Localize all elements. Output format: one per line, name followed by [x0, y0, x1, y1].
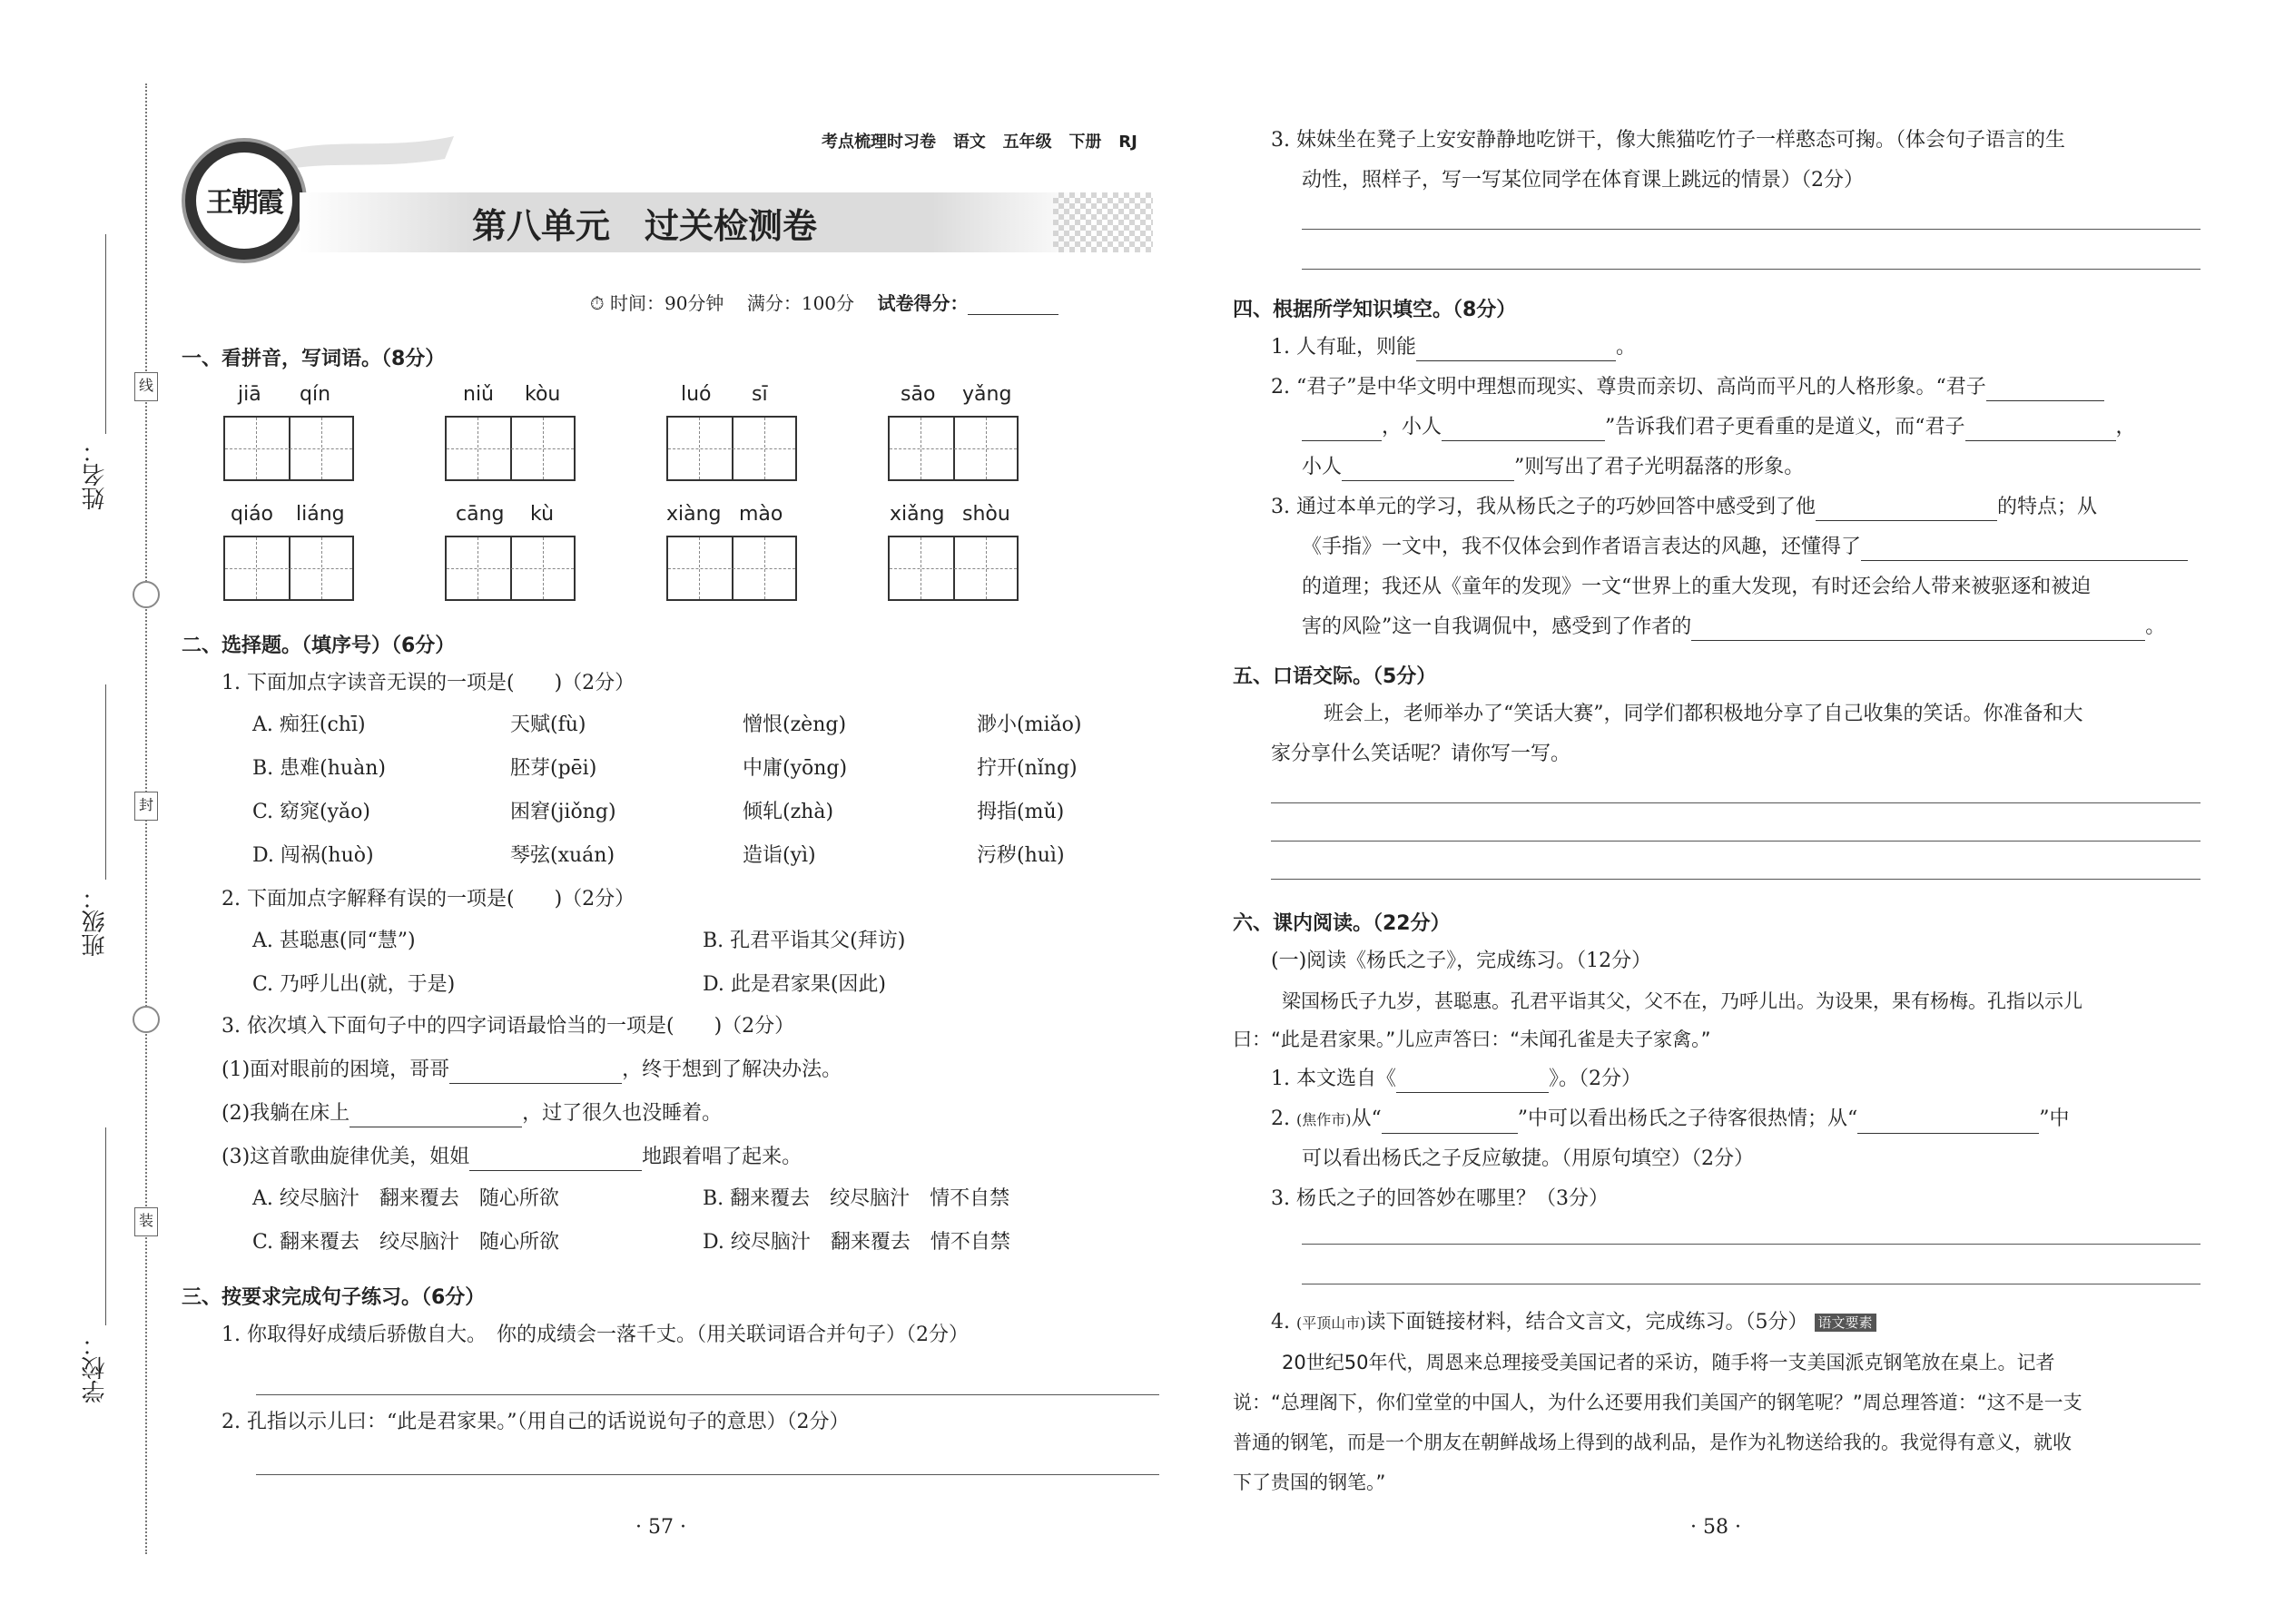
- fill-sentence: 1. 本文选自《 》。（2分）: [1271, 1066, 1641, 1093]
- fill-sentence: 1. 人有耻，则能 。: [1271, 334, 1636, 361]
- passage: 普通的钢笔，而是一个朋友在朝鲜战场上得到的战利品，是作为礼物送给我的。我觉得有意义，就收: [1233, 1432, 2072, 1453]
- option: 污秽(huì): [977, 844, 1065, 867]
- blank[interactable]: [350, 1107, 522, 1127]
- school-label: 学校：: [82, 1333, 109, 1403]
- region-tag: (平顶山市): [1296, 1314, 1366, 1332]
- fill-sentence: (2)我躺在床上 ，过了很久也没睡着。: [222, 1100, 722, 1127]
- pinyin: jiā: [238, 383, 261, 406]
- logo-text: 王朝霞: [206, 187, 282, 219]
- option: 拧开(nǐng): [977, 757, 1078, 780]
- pinyin: niǔ: [463, 383, 494, 406]
- question-text: 2. 孔指以示儿曰：“此是君家果。”（用自己的话说说句子的意思）（2分）: [222, 1411, 850, 1433]
- blank[interactable]: [1965, 420, 2116, 441]
- answer-line[interactable]: [1271, 879, 2200, 880]
- class-label: 班级：: [82, 886, 109, 957]
- blank[interactable]: [1816, 500, 1997, 521]
- option: 琴弦(xuán): [510, 844, 615, 867]
- section-3-heading: 三、按要求完成句子练习。（6分）: [182, 1286, 486, 1309]
- subsection-heading: (一)阅读《杨氏之子》，完成练习。（12分）: [1271, 950, 1652, 972]
- region-tag: (焦作市): [1296, 1111, 1352, 1128]
- fill-sentence: 小人 ”则写出了君子光明磊落的形象。: [1302, 454, 1804, 481]
- answer-line[interactable]: [1302, 229, 2200, 230]
- passage: 说：“总理阁下，你们堂堂的中国人，为什么还要用我们美国产的钢笔呢？”周总理答道：“这不是一支: [1233, 1392, 2082, 1413]
- pinyin: xiǎng: [890, 503, 945, 526]
- option[interactable]: D. 绞尽脑汁 翻来覆去 情不自禁: [703, 1231, 1010, 1254]
- question-text: 可以看出杨氏之子反应敏捷。（用原句填空）（2分）: [1302, 1147, 1754, 1170]
- passage: 下了贵国的钢笔。”: [1233, 1471, 1386, 1493]
- writing-box[interactable]: [223, 536, 354, 601]
- option[interactable]: B. 翻来覆去 绞尽脑汁 情不自禁: [703, 1187, 1010, 1210]
- paragraph: 家分享什么笑话呢？请你写一写。: [1271, 743, 1571, 765]
- page-number-right: · 58 ·: [1690, 1516, 1741, 1539]
- score-field[interactable]: [968, 294, 1058, 315]
- option: 天赋(fù): [510, 714, 586, 736]
- question-text: 3. 妹妹坐在凳子上安安静静地吃饼干，像大熊猫吃竹子一样憨态可掬。（体会句子语言的生: [1271, 129, 2065, 152]
- fill-sentence: 害的风险”这一自我调侃中，感受到了作者的 。: [1302, 614, 2165, 641]
- option[interactable]: A. 痴狂(chī): [252, 714, 366, 736]
- pinyin: shòu: [962, 503, 1010, 526]
- name-label: 姓名：: [82, 439, 109, 510]
- blank[interactable]: [1986, 380, 2104, 401]
- badge: 语文要素: [1815, 1314, 1876, 1332]
- blank[interactable]: [1857, 1113, 2039, 1134]
- blank[interactable]: [1442, 420, 1605, 441]
- option: 困窘(jiǒng): [510, 801, 616, 823]
- pinyin: qín: [300, 383, 331, 406]
- passage: 20世纪50年代，周恩来总理接受美国记者的采访，随手将一支美国派克钢笔放在桌上。记者: [1282, 1352, 2055, 1373]
- blank[interactable]: [1302, 420, 1382, 441]
- fill-sentence: ，小人 ”告诉我们君子更看重的是道义，而“君子 ，: [1302, 414, 2136, 441]
- school-field[interactable]: [105, 1127, 106, 1325]
- blank[interactable]: [1382, 1113, 1518, 1134]
- pinyin: qiáo: [231, 503, 274, 526]
- question-text: 的道理；我还从《童年的发现》一文“世界上的重大发现，有时还会给人带来被驱逐和被迫: [1302, 576, 2092, 598]
- fill-sentence: 2. “君子”是中华文明中理想而现实、尊贵而亲切、高尚而平凡的人格形象。“君子: [1271, 374, 2104, 401]
- fill-sentence: 2. (焦作市)从“ ”中可以看出杨氏之子待客很热情；从“ ”中: [1271, 1106, 2070, 1134]
- option[interactable]: D. 闯祸(huò): [252, 844, 374, 867]
- question-text: 动性，照样子，写一写某位同学在体育课上跳远的情景）（2分）: [1302, 169, 1864, 192]
- page-number-left: · 57 ·: [635, 1516, 686, 1539]
- fold-marker: 装: [134, 1207, 158, 1236]
- logo-badge: [182, 138, 307, 263]
- class-field[interactable]: [105, 684, 106, 880]
- writing-box[interactable]: [445, 416, 576, 481]
- answer-line[interactable]: [1271, 802, 2200, 803]
- fill-sentence: (1)面对眼前的困境，哥哥 ，终于想到了解决办法。: [222, 1057, 842, 1084]
- seal-marker: 封: [134, 792, 158, 821]
- answer-line[interactable]: [1302, 1244, 2200, 1245]
- blank[interactable]: [1416, 340, 1616, 361]
- section-5-heading: 五、口语交际。（5分）: [1233, 665, 1437, 688]
- pinyin: liáng: [296, 503, 345, 526]
- option: 憎恨(zèng): [743, 714, 847, 736]
- question-text: 3. 依次填入下面句子中的四字词语最恰当的一项是( )（2分）: [222, 1015, 795, 1038]
- exam-meta: ⏱ 时间：90分钟 满分：100分 试卷得分：: [590, 289, 1058, 315]
- section-1-heading: 一、看拼音，写词语。（8分）: [182, 348, 446, 370]
- fill-sentence: (3)这首歌曲旋律优美，姐姐 地跟着唱了起来。: [222, 1144, 802, 1171]
- page-title: 第八单元 过关检测卷: [472, 206, 818, 246]
- answer-line[interactable]: [256, 1394, 1159, 1395]
- question-text: 3. 杨氏之子的回答妙在哪里？（3分）: [1271, 1187, 1609, 1210]
- writing-box[interactable]: [888, 416, 1019, 481]
- writing-box[interactable]: [666, 536, 797, 601]
- question-text: 1. 你取得好成绩后骄傲自大。 你的成绩会一落千丈。（用关联词语合并句子）（2分）: [222, 1324, 969, 1346]
- option[interactable]: D. 此是君家果(因此): [703, 973, 887, 996]
- blank[interactable]: [449, 1063, 622, 1084]
- blank[interactable]: [1861, 540, 2188, 561]
- writing-box[interactable]: [223, 416, 354, 481]
- series-info: 考点梳理时习卷 语文 五年级 下册 RJ: [822, 133, 1137, 152]
- blank[interactable]: [1691, 620, 2145, 641]
- option: 拇指(mǔ): [977, 801, 1065, 823]
- section-4-heading: 四、根据所学知识填空。（8分）: [1233, 299, 1517, 321]
- paragraph: 班会上，老师举办了“笑话大赛”，同学们都积极地分享了自己收集的笑话。你准备和大: [1324, 703, 2083, 725]
- pinyin: luó: [681, 383, 712, 406]
- blank[interactable]: [1396, 1072, 1549, 1093]
- swirl-icon: [133, 1006, 160, 1033]
- swirl-icon: [133, 581, 160, 608]
- option: 胚芽(pēi): [510, 757, 597, 780]
- option[interactable]: A. 甚聪惠(同“慧”): [252, 930, 416, 952]
- pinyin: kù: [530, 503, 555, 526]
- question-text: 2. 下面加点字解释有误的一项是( )（2分）: [222, 888, 635, 910]
- answer-line[interactable]: [1302, 269, 2200, 270]
- name-field[interactable]: [105, 234, 106, 434]
- pinyin: sāo: [901, 383, 936, 406]
- option: 渺小(miǎo): [977, 714, 1082, 736]
- question-text: 1. 下面加点字读音无误的一项是( )（2分）: [222, 672, 635, 694]
- passage: 梁国杨氏子九岁，甚聪惠。孔君平诣其父，父不在，乃呼儿出。为设果，果有杨梅。孔指以示儿: [1282, 990, 2082, 1012]
- clock-icon: ⏱: [590, 292, 605, 314]
- blank[interactable]: [469, 1150, 642, 1171]
- answer-line[interactable]: [256, 1474, 1159, 1475]
- checker-pattern: [1053, 192, 1153, 252]
- option[interactable]: B. 孔君平诣其父(拜访): [703, 930, 906, 952]
- option[interactable]: A. 绞尽脑汁 翻来覆去 随心所欲: [252, 1187, 559, 1210]
- fill-sentence: 4. (平顶山市)读下面链接材料，结合文言文，完成练习。（5分） 语文要素: [1271, 1309, 1876, 1337]
- option: 中庸(yōng): [743, 757, 848, 780]
- option[interactable]: C. 乃呼儿出(就，于是): [252, 973, 456, 996]
- pinyin: sī: [752, 383, 768, 406]
- pinyin: cāng: [456, 503, 505, 526]
- answer-line[interactable]: [1271, 841, 2200, 842]
- fill-sentence: 3. 通过本单元的学习，我从杨氏之子的巧妙回答中感受到了他 的特点；从: [1271, 494, 2097, 521]
- blank[interactable]: [1342, 460, 1514, 481]
- passage: 曰：“此是君家果。”儿应声答曰：“未闻孔雀是夫子家禽。”: [1233, 1029, 1711, 1050]
- option: 造诣(yì): [743, 844, 816, 867]
- fill-sentence: 《手指》一文中，我不仅体会到作者语言表达的风趣，还懂得了: [1302, 534, 2188, 561]
- option[interactable]: C. 翻来覆去 绞尽脑汁 随心所欲: [252, 1231, 560, 1254]
- writing-box[interactable]: [666, 416, 797, 481]
- pinyin: mào: [739, 503, 783, 526]
- option[interactable]: B. 患难(huàn): [252, 757, 386, 780]
- line-marker: 线: [134, 372, 158, 401]
- pinyin: kòu: [525, 383, 561, 406]
- pinyin: xiàng: [666, 503, 722, 526]
- pinyin: yǎng: [962, 383, 1012, 406]
- writing-box[interactable]: [888, 536, 1019, 601]
- writing-box[interactable]: [445, 536, 576, 601]
- section-6-heading: 六、课内阅读。（22分）: [1233, 912, 1451, 935]
- section-2-heading: 二、选择题。（填序号）（6分）: [182, 635, 456, 657]
- option[interactable]: C. 窈窕(yǎo): [252, 801, 370, 823]
- option: 倾轧(zhà): [743, 801, 834, 823]
